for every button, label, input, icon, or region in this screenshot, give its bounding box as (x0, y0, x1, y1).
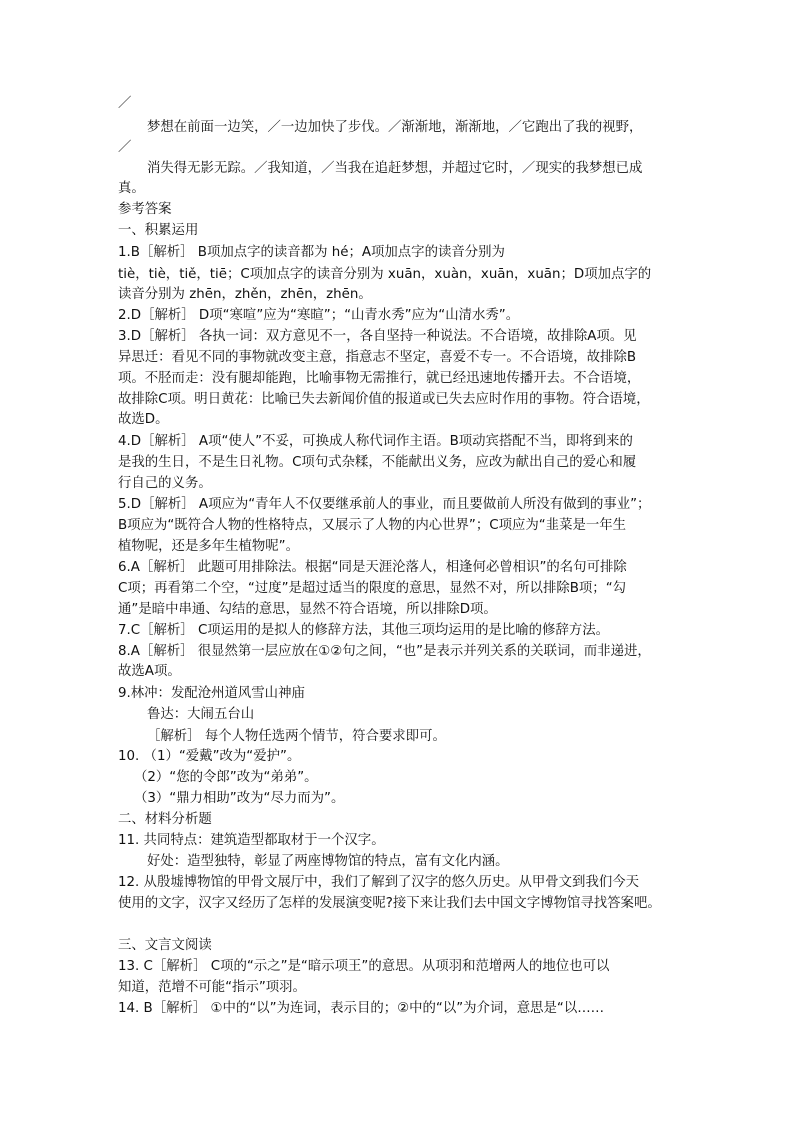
text-line: ／ (118, 140, 132, 155)
text-line: 异思迁：看见不同的事物就改变主意，指意志不坚定，喜爱不专一。不合语境，故排除B (118, 350, 637, 365)
text-line: ／ (118, 96, 132, 111)
text-line: 项。不胫而走：没有腿却能跑，比喻事物无需推行，就已经迅速地传播开去。不合语境， (118, 371, 641, 386)
text-line: 通”是暗中串通、勾结的意思，显然不符合语境，所以排除D项。 (118, 602, 497, 617)
section-heading: 参考答案 (118, 202, 172, 217)
text-line: 2.D［解析］ D项“寒喧”应为“寒暄”；“山青水秀”应为“山清水秀”。 (118, 308, 520, 323)
text-line: 11. 共同特点：建筑造型都取材于一个汉字。 (118, 833, 385, 848)
text-line: 好处：造型独特，彰显了两座博物馆的特点，富有文化内涵。 (147, 854, 509, 869)
text-line: （3）“鼎力相助”改为“尽力而为”。 (134, 791, 345, 806)
text-line: C项；再看第二个空，“过度”是超过适当的限度的意思，显然不对，所以排除B项；“勾 (118, 581, 627, 596)
text-line: B项应为“既符合人物的性格特点，又展示了人物的内心世界”；C项应为“韭菜是一年生 (118, 518, 627, 533)
text-line: 植物呢，还是多年生植物呢”。 (118, 539, 300, 554)
text-line: 行自己的义务。 (118, 476, 212, 491)
text-line: 故选D。 (118, 412, 169, 427)
text-line: 5.D［解析］ A项应为“青年人不仅要继承前人的事业，而且要做前人所没有做到的事业”； (118, 497, 651, 512)
text-line: 消失得无影无踪。／我知道，／当我在追赶梦想，并超过它时，／现实的我梦想已成 (147, 161, 643, 176)
text-line: 是我的生日，不是生日礼物。C项句式杂糅，不能献出义务，应改为献出自己的爱心和履 (118, 455, 637, 470)
section-heading: 二、材料分析题 (118, 812, 212, 827)
text-line: 13. C［解析］ C项的“示之”是“暗示项王”的意思。从项羽和范增两人的地位也可以 (118, 959, 610, 974)
text-line: 知道，范增不可能“指示”项羽。 (118, 980, 306, 995)
text-line: tiè，tiè，tiě，tiē；C项加点字的读音分别为 xuān，xuàn，xuān，xuān；D项加点字的 (118, 267, 652, 282)
text-line: 7.C［解析］ C项运用的是拟人的修辞方法，其他三项均运用的是比喻的修辞方法。 (118, 623, 610, 638)
text-line: 梦想在前面一边笑，／一边加快了步伐。／渐渐地，渐渐地，／它跑出了我的视野， (147, 120, 643, 135)
section-heading: 三、文言文阅读 (118, 938, 212, 953)
text-line: 4.D［解析］ A项“使人”不妥，可换成人称代词作主语。B项动宾搭配不当，即将到来的 (118, 434, 633, 449)
text-line: 14. B［解析］ ①中的“以”为连词，表示目的；②中的“以”为介词，意思是“以…… (118, 1001, 605, 1016)
text-line: ［解析］ 每个人物任选两个情节，符合要求即可。 (147, 729, 446, 744)
text-line: 故排除C项。明日黄花：比喻已失去新闻价值的报道或已失去应时作用的事物。符合语境， (118, 392, 650, 407)
text-line: 12. 从殷墟博物馆的甲骨文展厅中，我们了解到了汉字的悠久历史。从甲骨文到我们今天 (118, 875, 640, 890)
text-line: 8.A［解析］ 很显然第一层应放在①②句之间，“也”是表示并列关系的关联词，而非递进， (118, 644, 651, 659)
text-line: 6.A［解析］ 此题可用排除法。根据“同是天涯沦落人，相逢何必曾相识”的名句可排除 (118, 560, 627, 575)
text-line: 使用的文字，汉字又经历了怎样的发展演变呢?接下来让我们去中国文字博物馆寻找答案吧。 (118, 896, 661, 911)
text-line: 10. （1）“爱戴”改为“爱护”。 (118, 749, 301, 764)
text-line: 9.林冲：发配沧州道风雪山神庙 (118, 686, 305, 701)
text-line: 真。 (118, 181, 145, 196)
text-line: 3.D［解析］ 各执一词：双方意见不一，各自坚持一种说法。不合语境，故排除A项。见 (118, 329, 637, 344)
text-line: 读音分别为 zhēn，zhěn，zhēn，zhēn。 (118, 287, 372, 302)
text-line: 鲁达：大闹五台山 (147, 707, 255, 722)
section-heading: 一、积累运用 (118, 223, 199, 238)
text-line: 故选A项。 (118, 664, 181, 679)
text-line: 1.B［解析］ B项加点字的读音都为 hé；A项加点字的读音分别为 (118, 245, 505, 260)
text-line: （2）“您的令郎”改为“弟弟”。 (134, 770, 318, 785)
